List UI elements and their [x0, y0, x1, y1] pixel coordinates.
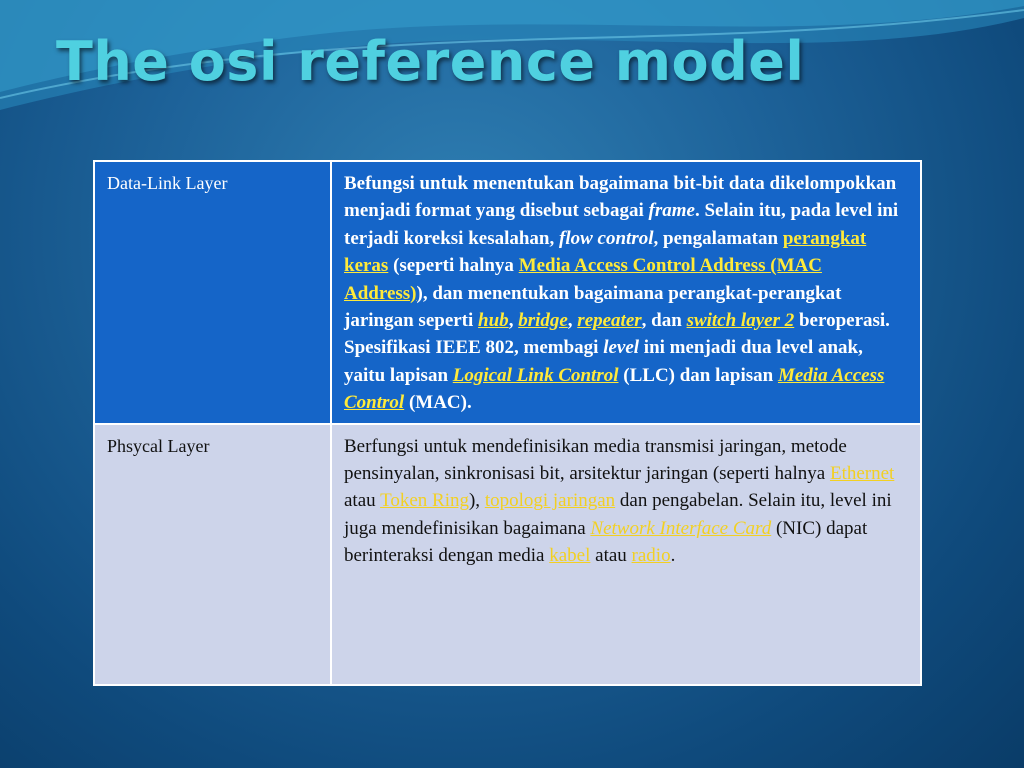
description-text: beroperasi. Spesifikasi IEEE 802, membagi [344, 310, 890, 359]
description-text: atau [344, 490, 381, 512]
description-text: (LLC) dan lapisan [618, 364, 778, 386]
link-kabel[interactable]: kabel [549, 545, 591, 567]
link-hub[interactable]: hub [478, 310, 509, 332]
layer-name-cell: Phsycal Layer [94, 424, 331, 685]
link-network-interface-card[interactable]: Network Interface Card [590, 517, 772, 539]
description-italic-term: flow control [559, 227, 654, 249]
description-text: Berfungsi untuk mendefinisikan media transmisi jaringan, metode pensinyalan, sinkronisasi bit, arsitektur jaringan (seperti halnya [344, 435, 847, 485]
layer-description-cell [331, 161, 921, 424]
link-media-access-control[interactable]: Media Access Control [344, 364, 885, 414]
link-repeater[interactable]: repeater [577, 310, 642, 332]
description-text: (NIC) dapat berinteraksi dengan media [344, 517, 868, 567]
description-text: ), [468, 490, 485, 512]
description-text: (MAC). [404, 392, 472, 414]
table-row-physical [94, 424, 921, 685]
description-text: ), dan menentukan bagaimana perangkat-perangkat jaringan seperti [344, 282, 842, 332]
description-text: . [670, 545, 676, 567]
link-radio[interactable]: radio [631, 545, 671, 567]
description-text: dan pengabelan. Selain itu, level ini juga mendefinisikan bagaimana [344, 490, 892, 539]
description-text: , [508, 310, 519, 332]
link-ethernet[interactable]: Ethernet [829, 463, 895, 485]
description-text: (seperti halnya [388, 255, 519, 277]
table-row-data-link [94, 161, 921, 424]
link-bridge[interactable]: bridge [518, 310, 568, 332]
link-perangkat-keras[interactable]: perangkat keras [344, 227, 867, 277]
slide-title: The osi reference model [56, 30, 805, 93]
description-italic-term: level [603, 337, 640, 359]
link-mac-address[interactable]: Media Access Control Address (MAC Address) [344, 255, 822, 304]
description-italic-term: frame [648, 200, 695, 222]
description-text: , dan [641, 310, 687, 332]
description-text: Befungsi untuk menentukan bagaimana bit-bit data dikelompokkan menjadi format yang disebut sebagai [344, 173, 897, 222]
link-logical-link-control[interactable]: Logical Link Control [452, 364, 619, 386]
link-switch-layer-2[interactable]: switch layer 2 [686, 310, 795, 332]
description-text: , [567, 310, 578, 332]
link-topologi-jaringan[interactable]: topologi jaringan [484, 490, 616, 512]
description-text: ini menjadi dua level anak, yaitu lapisan [344, 337, 863, 386]
description-text: . Selain itu, pada level ini terjadi koreksi kesalahan, [344, 200, 899, 249]
description-text: atau [590, 545, 632, 567]
description-text: , pengalamatan [653, 227, 783, 249]
layer-description-cell [331, 424, 921, 685]
link-token-ring[interactable]: Token Ring [380, 490, 469, 512]
osi-layers-table [93, 160, 922, 686]
layer-name-cell: Data-Link Layer [94, 161, 331, 424]
